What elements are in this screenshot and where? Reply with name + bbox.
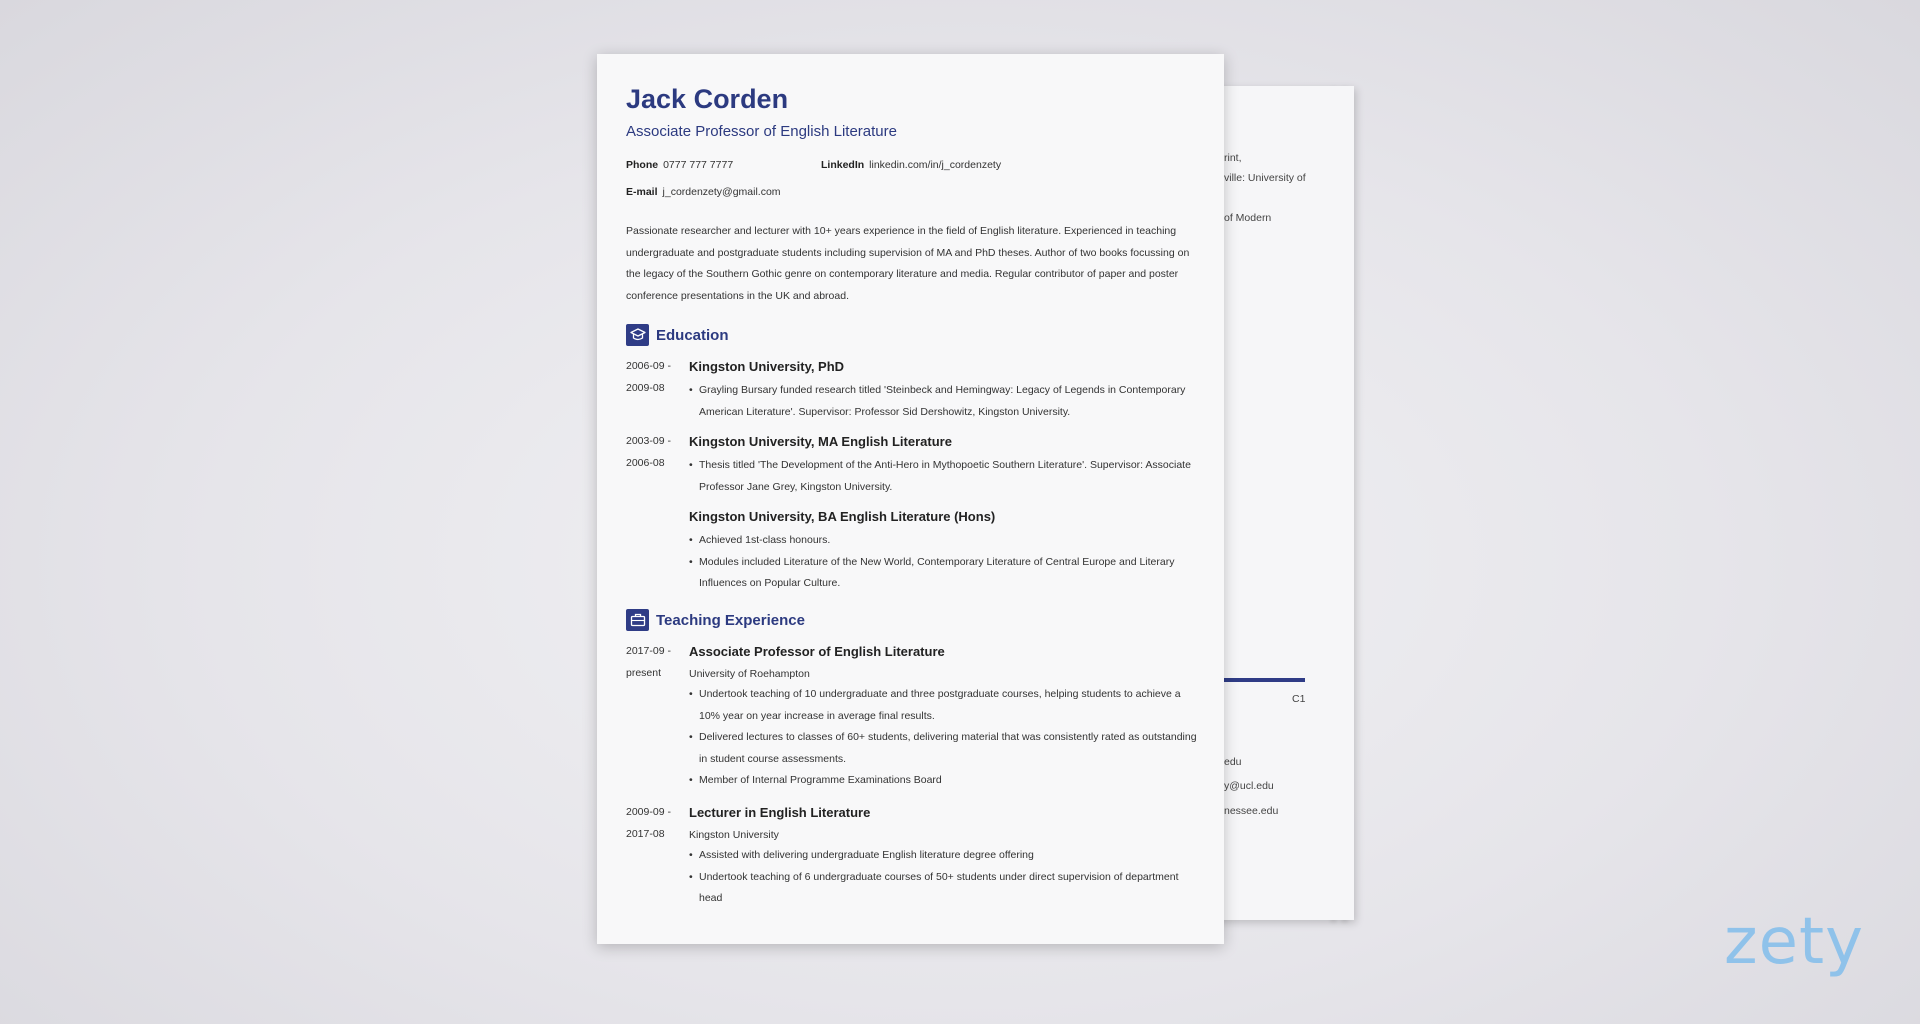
education-heading: Education: [656, 326, 729, 344]
date-end: 2009-08: [626, 381, 665, 394]
back-page-skill-bar: [1224, 678, 1305, 682]
briefcase-icon: [626, 609, 649, 631]
email-value: j_cordenzety@gmail.com: [662, 186, 781, 198]
bullet-item: • Member of Internal Programme Examinations Board: [689, 770, 1199, 792]
linkedin-label: LinkedIn: [821, 159, 865, 171]
experience-entry-title: Lecturer in English Literature: [689, 805, 871, 820]
education-date: [626, 431, 678, 474]
back-page-text: nessee.edu: [1224, 805, 1279, 817]
date-end: 2006-08: [626, 456, 665, 469]
bullet-item: • Achieved 1st-class honours.: [689, 530, 1199, 552]
education-bullets: [689, 530, 1199, 595]
experience-bullets: [689, 684, 1199, 792]
education-entry-title: Kingston University, MA English Literature: [689, 434, 952, 449]
graduation-cap-icon: [626, 324, 649, 346]
candidate-name: Jack Corden: [626, 84, 789, 114]
profile-summary: Passionate researcher and lecturer with 10+ years experience in the field of English literature. Experienced in teaching undergraduate and postgraduate students including supervision of MA and PhD theses. Author of two books focussing on the legacy of the Southern Gothic genre on contemporary literature and media. Regular contributor of paper and poster conference presentations in the UK and abroad.: [626, 225, 1190, 302]
back-page-text: edu: [1224, 756, 1242, 768]
phone-value: 0777 777 7777: [663, 159, 734, 171]
bullet-item: • Thesis titled 'The Development of the Anti-Hero in Mythopoetic Southern Literature'. Supervisor: Associate Professor Jane Grey, Kingston University.: [689, 455, 1199, 498]
date-end: 2017-08: [626, 827, 665, 840]
experience-bullets: [689, 845, 1199, 910]
back-page-text: of Modern: [1224, 212, 1272, 224]
date-start: 2009-09 -: [626, 806, 671, 818]
bullet-item: • Grayling Bursary funded research titled 'Steinbeck and Hemingway: Legacy of Legends in Contemporary American Literature'. Supervisor: Professor Sid Dershowitz, Kingston University.: [689, 380, 1199, 423]
date-start: 2003-09 -: [626, 435, 671, 447]
phone-label: Phone: [626, 159, 659, 171]
bullet-item: • Undertook teaching of 10 undergraduate and three postgraduate courses, helping students to achieve a 10% year on year increase in average final results.: [689, 684, 1199, 727]
education-section-header: [626, 324, 729, 346]
experience-heading: Teaching Experience: [656, 611, 805, 629]
email-label: E-mail: [626, 186, 658, 198]
education-entry-title: Kingston University, BA English Literature (Hons): [689, 509, 996, 524]
experience-organization: University of Roehampton: [689, 668, 810, 680]
experience-date: [626, 641, 678, 684]
experience-section-header: [626, 609, 805, 631]
resume-page: [597, 54, 1224, 944]
date-end: present: [626, 666, 662, 679]
bullet-item: • Undertook teaching of 6 undergraduate courses of 50+ students under direct supervision of department head: [689, 867, 1199, 910]
zety-logo: zety: [1724, 905, 1864, 979]
back-page-text: C1: [1292, 693, 1306, 705]
education-date: [626, 356, 678, 399]
experience-entry-title: Associate Professor of English Literature: [689, 644, 945, 659]
education-bullets: [689, 380, 1199, 423]
email-contact: [626, 186, 781, 198]
back-page-text: ville: University of: [1224, 172, 1306, 184]
date-start: 2017-09 -: [626, 645, 671, 657]
bullet-item: • Delivered lectures to classes of 60+ students, delivering material that was consistently rated as outstanding in student course assessments.: [689, 727, 1199, 770]
candidate-title: Associate Professor of English Literature: [626, 123, 897, 140]
date-start: 2006-09 -: [626, 360, 671, 372]
experience-organization: Kingston University: [689, 829, 779, 841]
linkedin-contact: [821, 159, 1001, 171]
education-entry-title: Kingston University, PhD: [689, 359, 845, 374]
back-page-text: y@ucl.edu: [1224, 780, 1274, 792]
education-bullets: [689, 455, 1199, 498]
bullet-item: • Modules included Literature of the New World, Contemporary Literature of Central Europe and Literary Influences on Popular Culture.: [689, 552, 1199, 595]
experience-date: [626, 802, 678, 845]
bullet-item: • Assisted with delivering undergraduate English literature degree offering: [689, 845, 1199, 867]
back-page-text: rint,: [1224, 152, 1242, 164]
linkedin-value: linkedin.com/in/j_cordenzety: [869, 159, 1002, 171]
phone-contact: [626, 159, 733, 171]
